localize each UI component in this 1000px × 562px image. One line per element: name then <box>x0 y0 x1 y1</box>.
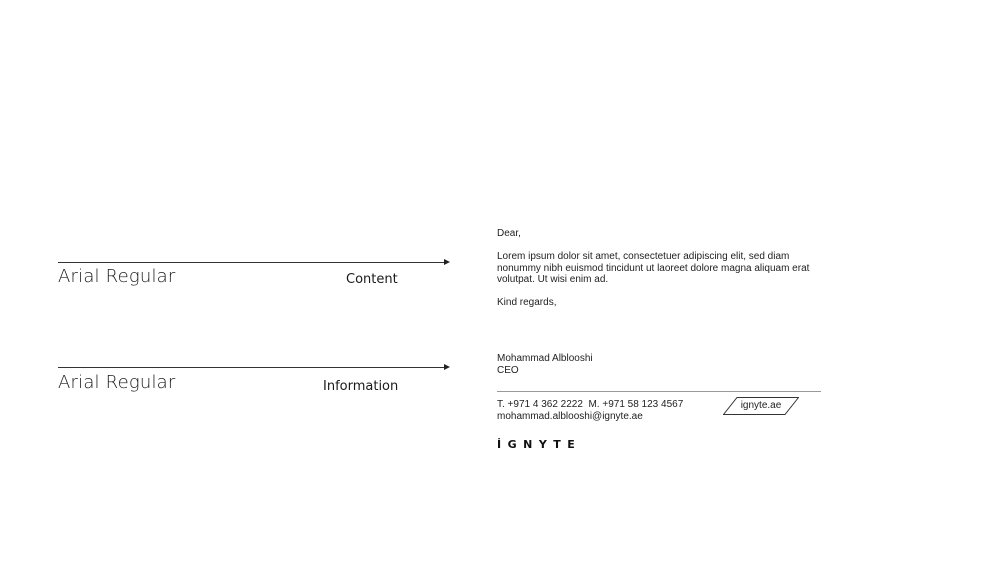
content-role-label: Content <box>346 272 398 287</box>
content-arrow-line <box>58 262 444 263</box>
signature-phone: T. +971 4 362 2222 M. +971 58 123 4567 <box>497 399 684 410</box>
letter-body-line: volutpat. Ut wisi enim ad. <box>497 274 609 285</box>
signature-title: CEO <box>497 365 519 376</box>
signature-divider <box>497 391 821 392</box>
signature-email: mohammad.alblooshi@ignyte.ae <box>497 411 643 422</box>
letter-body-line: nonummy nibh euismod tincidunt ut laoreet dolore magna aliquam erat <box>497 262 810 274</box>
information-role-label: Information <box>323 379 399 394</box>
letter-body <box>497 251 827 286</box>
information-font-label: Arial Regular <box>58 372 176 393</box>
information-arrowhead-icon <box>444 364 450 370</box>
content-arrowhead-icon <box>444 259 450 265</box>
letter-body-line: Lorem ipsum dolor sit amet, consectetuer adipiscing elit, sed diam <box>497 251 790 262</box>
ignyte-logo: İGNYTE <box>497 438 582 451</box>
letter-greeting: Dear, <box>497 228 521 239</box>
signature-name: Mohammad Alblooshi <box>497 353 593 364</box>
website-link[interactable]: ignyte.ae <box>740 400 782 411</box>
content-font-label: Arial Regular <box>58 266 176 287</box>
letter-closing: Kind regards, <box>497 297 557 308</box>
information-arrow-line <box>58 367 444 368</box>
